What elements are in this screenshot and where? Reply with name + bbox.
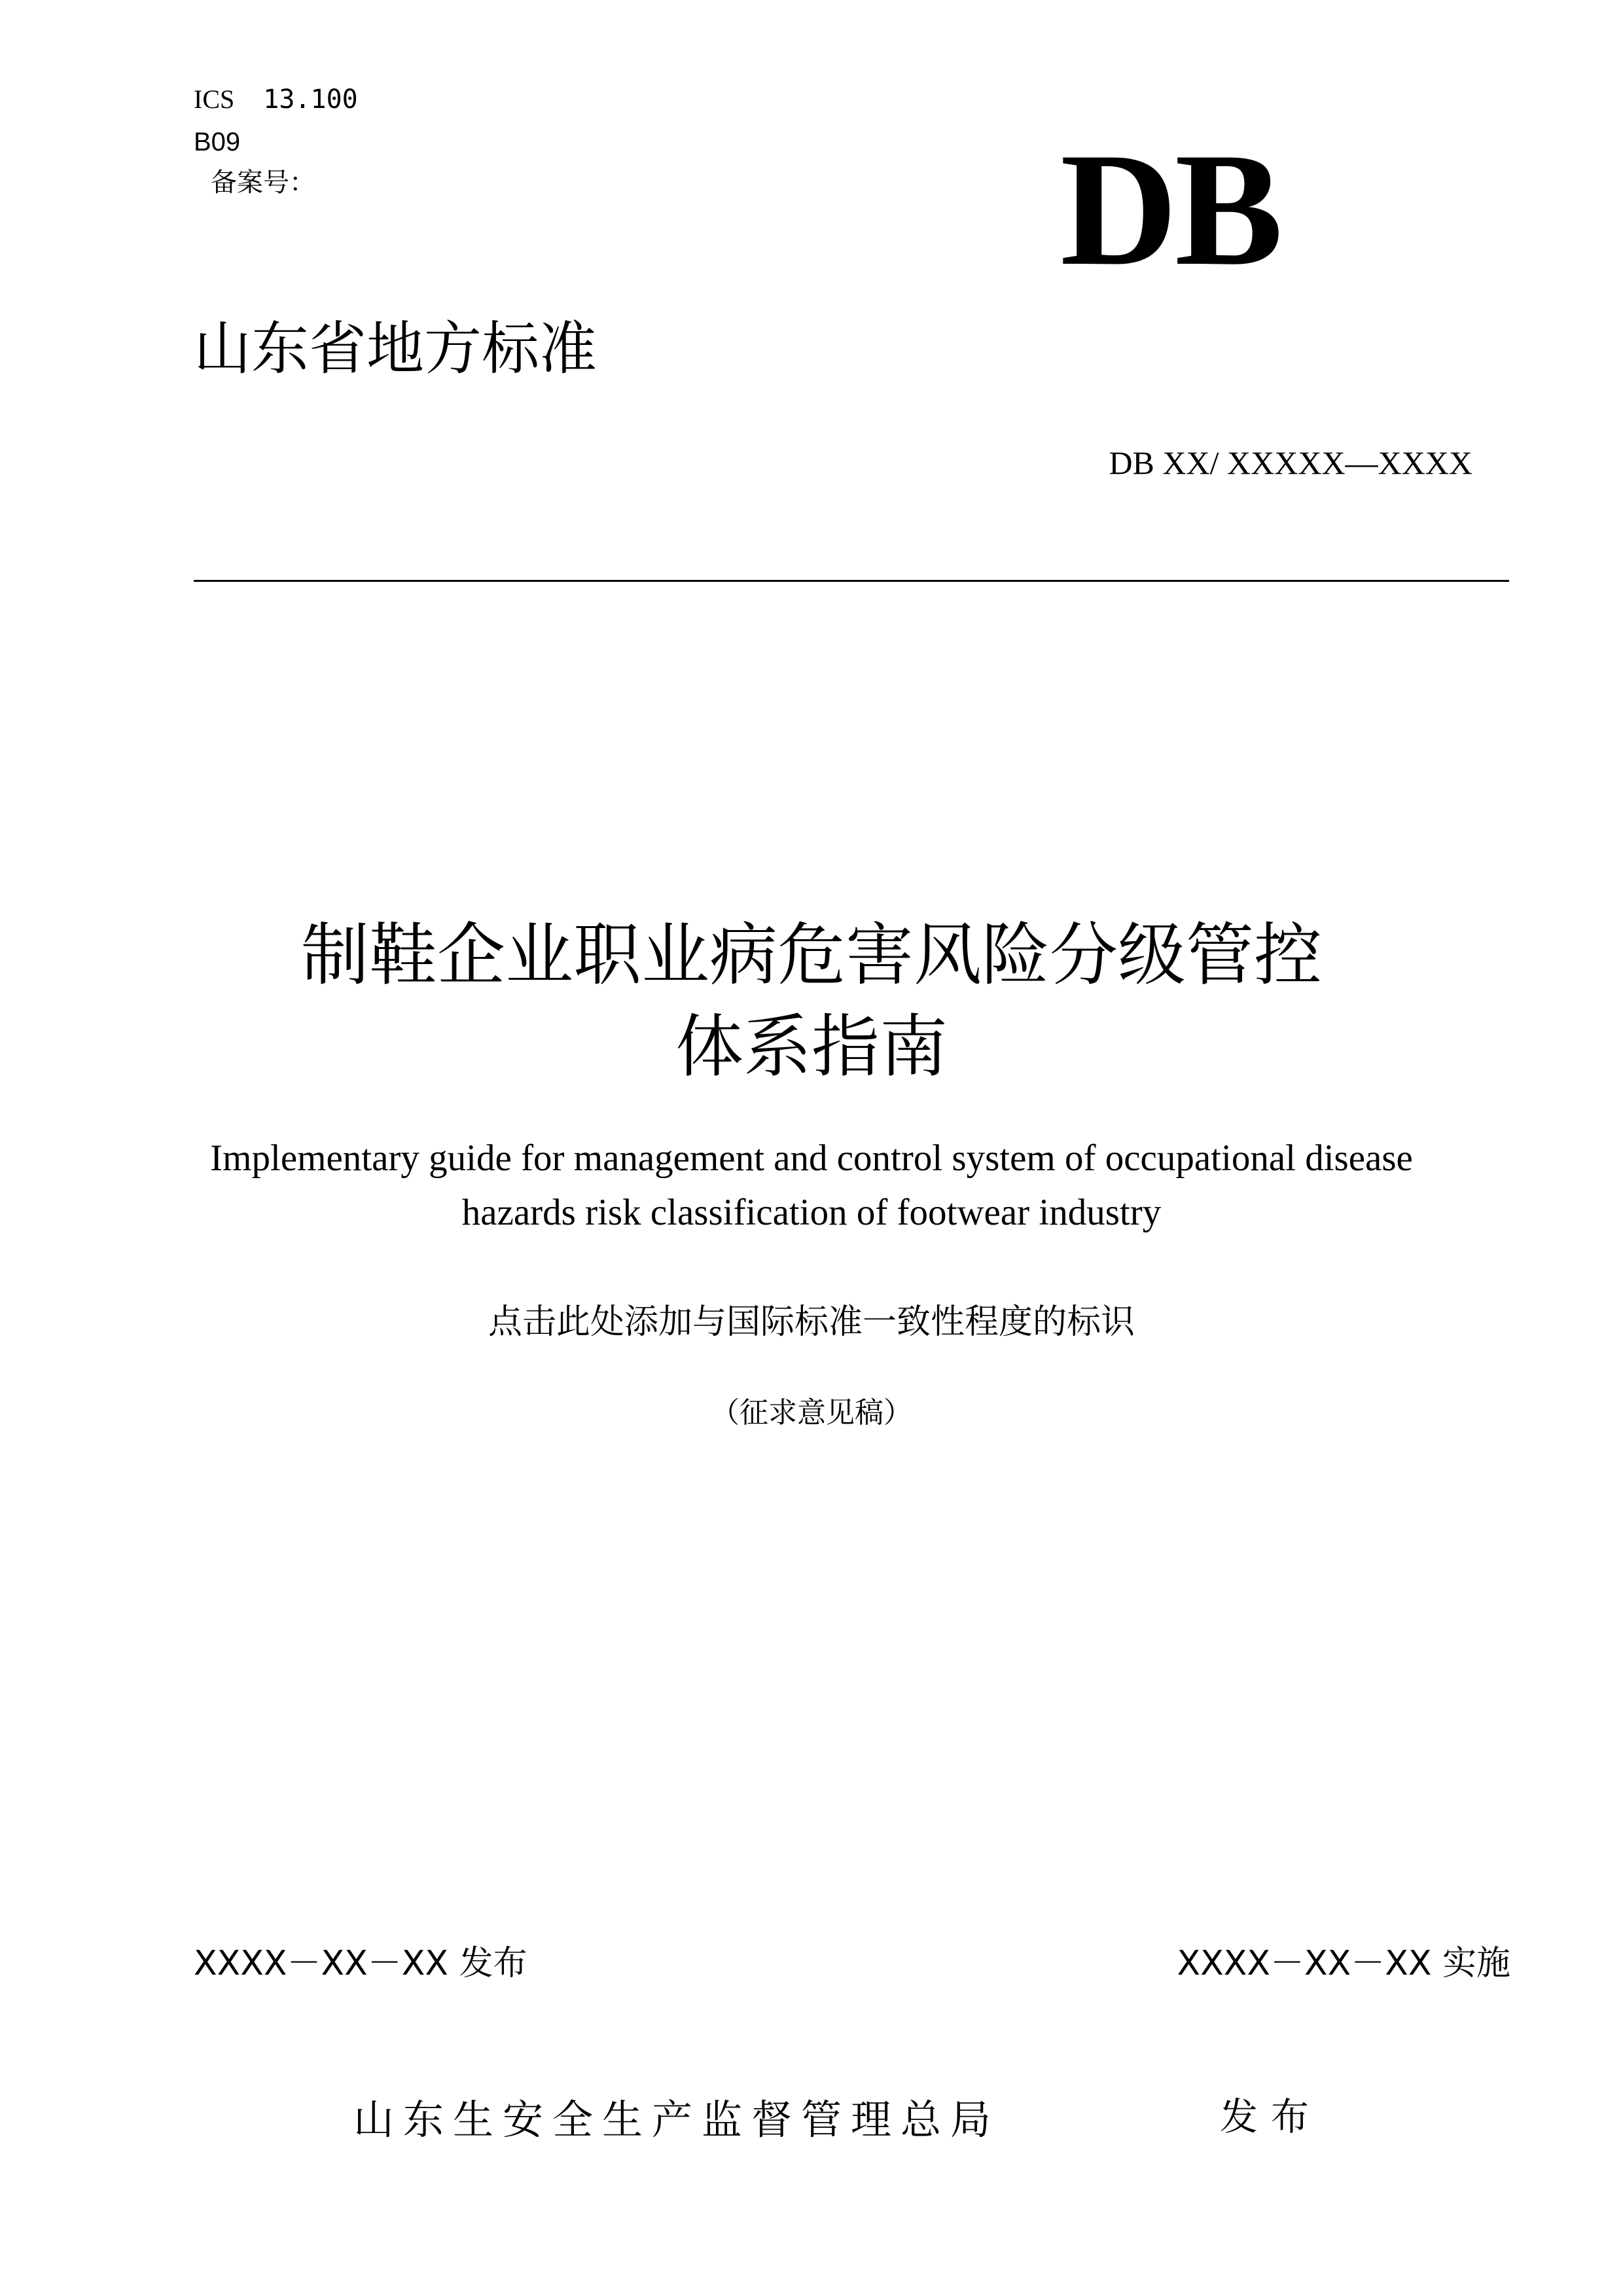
title-zh-line-1: 制鞋企业职业病危害风险分级管控 <box>300 915 1322 995</box>
ics-code: 13.100 <box>263 84 358 115</box>
standard-number: DB XX/ XXXXX—XXXX <box>1109 444 1472 481</box>
ics-label: ICS <box>194 84 235 114</box>
classification-code: B09 <box>194 128 241 156</box>
conformity-note: 点击此处添加与国际标准一致性程度的标识 <box>488 1302 1135 1342</box>
filing-number-label: 备案号： <box>211 168 315 198</box>
implementation-date: XXXX－XX－XX 实施 <box>1177 1944 1510 1983</box>
title-en-line-1: Implementary guide for management and control system of occupational disease <box>210 1138 1413 1179</box>
title-zh-line-2: 体系指南 <box>675 1007 948 1086</box>
title-en-line-2: hazards risk classification of footwear industry <box>461 1192 1162 1233</box>
standard-category: 山东省地方标准 <box>194 315 597 382</box>
db-logo: DB <box>1060 119 1281 299</box>
issuing-authority: 山东生安全生产监督管理总局 <box>353 2096 1001 2144</box>
publish-label: 发布 <box>1220 2094 1323 2139</box>
issue-date: XXXX－XX－XX 发布 <box>194 1944 527 1983</box>
header-divider <box>194 580 1509 582</box>
draft-status: （征求意见稿） <box>711 1396 912 1429</box>
ics-line <box>194 84 358 115</box>
